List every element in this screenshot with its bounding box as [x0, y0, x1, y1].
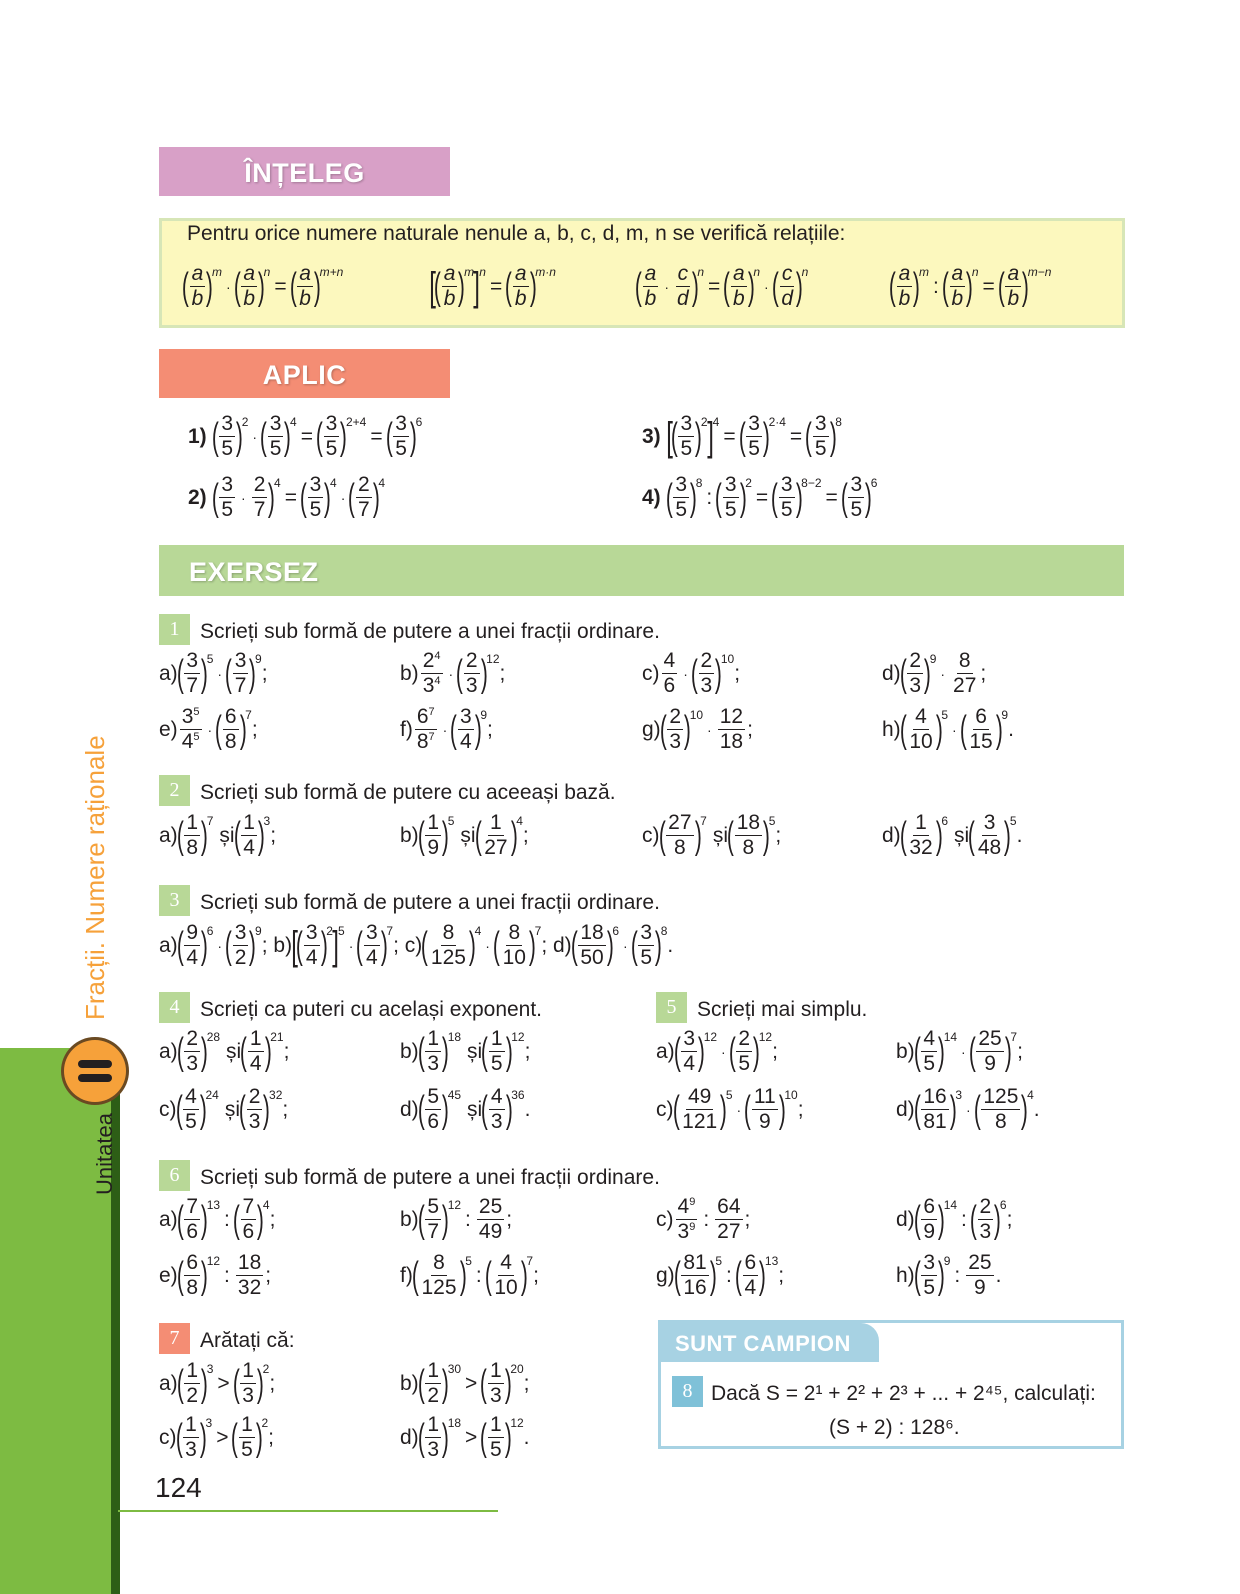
formula-power-of-power: [ ( a b ) m ] n = ( a b ) m·n	[429, 262, 556, 311]
aplic-example-2: 2) ( 3 5 · 2 7 ) 4 = ( 3 5 ) 4 · ( 2 7 ) 4	[188, 473, 386, 522]
unit-numeral-stroke-top	[78, 1060, 112, 1068]
ex7-c: c) ( 1 3 ) 3 > ( 1 5 ) 2 ;	[159, 1413, 274, 1462]
ex5-a: a) ( 3 4 ) 12 · ( 2 5 ) 12 ;	[656, 1027, 778, 1076]
ex6-a: a) ( 7 6 ) 13 : ( 7 6 ) 4 ;	[159, 1195, 276, 1244]
exercise-number-4: 4	[159, 992, 190, 1023]
ex1-f: f) $6^7$ $8^7$ · ( 3 4 ) 9 ;	[400, 705, 493, 754]
footer-line	[118, 1510, 498, 1512]
exercise-number-7: 7	[159, 1323, 190, 1354]
section-header-aplic: APLIC	[159, 349, 450, 398]
exercise-number-3: 3	[159, 885, 190, 916]
aplic-example-3: 3) [ ( 3 5 ) 2 ] 4 = ( 3 5 ) 2·4 = ( 3 5 ) 8	[642, 412, 842, 461]
ex4-b: b) ( 1 3 ) 18 și ( 1 5 ) 12 ;	[400, 1027, 531, 1076]
aplic-example-1: 1) ( 3 5 ) 2 · ( 3 5 ) 4 = ( 3 5 ) 2+4 = ( 3 5 ) 6	[188, 412, 423, 461]
exercise-2-text: Scrieți sub formă de putere cu aceeași bază.	[200, 781, 616, 804]
ex7-d: d) ( 1 3 ) 18 > ( 1 5 ) 12 .	[400, 1413, 530, 1462]
ex2-d: d) ( 1 32 ) 6 și ( 3 48 ) 5 .	[882, 811, 1023, 860]
ex1-a: a) ( 3 7 ) 5 · ( 3 7 ) 9 ;	[159, 649, 268, 698]
ex2-c: c) ( 27 8 ) 7 și ( 18 8 ) 5 ;	[642, 811, 782, 860]
unit-label: Unitatea	[92, 1113, 117, 1195]
aplic-example-4: 4) ( 3 5 ) 8 : ( 3 5 ) 2 = ( 3 5 ) 8−2 = ( 3 5 ) 6	[642, 473, 878, 522]
section-header-campion: SUNT CAMPION	[661, 1323, 879, 1362]
formula-product: ( a b ) m · ( a b ) n = ( a b ) m+n	[181, 262, 344, 311]
section-header-exersez: EXERSEZ	[159, 545, 1124, 596]
ex1-g: g) ( 2 3 ) 10 · 12 18 ;	[642, 705, 753, 754]
ex4-d: d) ( 5 6 ) 45 și ( 4 3 ) 36 .	[400, 1085, 531, 1134]
exercise-3-text: Scrieți sub formă de putere a unei fracții ordinare.	[200, 891, 660, 914]
ex6-f: f) ( 8 125 ) 5 : ( 4 10 ) 7 ;	[400, 1251, 539, 1300]
ex6-h: h) ( 3 5 ) 9 : 25 9 .	[896, 1251, 1002, 1300]
exercise-number-8: 8	[672, 1376, 703, 1407]
ex3-items: a) ( 9 4 ) 6 · ( 3 2 ) 9 ; b) [ ( 3 4 ) 2 ] 5 · ( 3 4 ) 7 ; c) ( 8 125 ) 4 · ( 8 10 ) 7 ; d) ( 18 50 ) 6 · ( 3 5 ) 8 .	[159, 921, 674, 970]
exercise-number-6: 6	[159, 1160, 190, 1191]
chapter-title: Fracții. Numere raționale	[80, 735, 110, 1020]
exercise-number-2: 2	[159, 775, 190, 806]
ex6-c: c) $4^9$ $3^9$ : 64 27 ;	[656, 1195, 751, 1244]
ex6-d: d) ( 6 9 ) 14 : ( 2 3 ) 6 ;	[896, 1195, 1013, 1244]
ex1-c: c) 4 6 · ( 2 3 ) 10 ;	[642, 649, 741, 698]
exercise-7-text: Arătați că:	[200, 1329, 295, 1352]
ex2-a: a) ( 1 8 ) 7 și ( 1 4 ) 3 ;	[159, 811, 277, 860]
ex4-a: a) ( 2 3 ) 28 și ( 1 4 ) 21 ;	[159, 1027, 290, 1076]
ex6-e: e) ( 6 8 ) 12 : 18 32 ;	[159, 1251, 272, 1300]
exercise-number-1: 1	[159, 614, 190, 645]
formula-quotient: ( a b ) m : ( a b ) n = ( a b ) m−n	[888, 262, 1052, 311]
ex4-c: c) ( 4 5 ) 24 și ( 2 3 ) 32 ;	[159, 1085, 289, 1134]
exercise-6-text: Scrieți sub formă de putere a unei fracții ordinare.	[200, 1166, 660, 1189]
exercise-number-5: 5	[656, 992, 687, 1023]
ex1-h: h) ( 4 10 ) 5 · ( 6 15 ) 9 .	[882, 705, 1014, 754]
exercise-5-text: Scrieți mai simplu.	[697, 998, 868, 1021]
ex2-b: b) ( 1 9 ) 5 și ( 1 27 ) 4 ;	[400, 811, 529, 860]
exercise-1-text: Scrieți sub formă de putere a unei fracții ordinare.	[200, 620, 660, 643]
unit-numeral-stroke-bottom	[78, 1074, 112, 1082]
unit-number-badge	[64, 1040, 126, 1102]
ex5-d: d) ( 16 81 ) 3 · ( 125 8 ) 4 .	[896, 1085, 1040, 1134]
ex6-b: b) ( 5 7 ) 12 : 25 49 ;	[400, 1195, 513, 1244]
ex5-b: b) ( 4 5 ) 14 · ( 25 9 ) 7 ;	[896, 1027, 1023, 1076]
ex6-g: g) ( 81 16 ) 5 : ( 6 4 ) 13 ;	[656, 1251, 785, 1300]
ex1-b: b) $2^4$ $3^4$ · ( 2 3 ) 12 ;	[400, 649, 506, 698]
ex1-e: e) $3^5$ $4^5$ · ( 6 8 ) 7 ;	[159, 705, 258, 754]
intro-text: Pentru orice numere naturale nenule a, b, c, d, m, n se verifică relațiile:	[187, 222, 846, 245]
ex1-d: d) ( 2 3 ) 9 · 8 27 ;	[882, 649, 987, 698]
section-header-inteleg: ÎNȚELEG	[159, 147, 450, 196]
ex7-b: b) ( 1 2 ) 30 > ( 1 3 ) 20 ;	[400, 1359, 530, 1408]
exercise-8-text-line1: Dacă S = 2¹ + 2² + 2³ + ... + 2⁴⁵, calculați:	[711, 1382, 1096, 1405]
exercise-4-text: Scrieți ca puteri cu același exponent.	[200, 998, 543, 1021]
ex7-a: a) ( 1 2 ) 3 > ( 1 3 ) 2 ;	[159, 1359, 276, 1408]
formula-product-power: ( a b · c d ) n = ( a b ) n · ( c d ) n	[634, 262, 809, 311]
page-number: 124	[155, 1472, 202, 1503]
exercise-8-text-line2: (S + 2) : 128⁶.	[829, 1416, 960, 1439]
ex5-c: c) ( 49 121 ) 5 · ( 11 9 ) 10 ;	[656, 1085, 804, 1134]
